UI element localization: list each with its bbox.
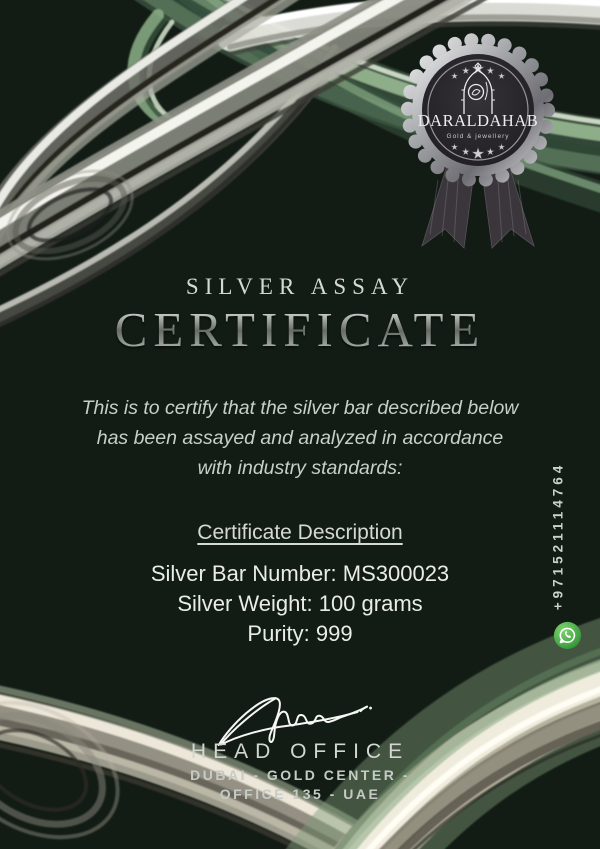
star-icon: ★	[450, 143, 459, 153]
head-office-title: HEAD OFFICE	[190, 740, 410, 763]
star-icon: ★	[497, 143, 506, 153]
whatsapp-icon	[553, 621, 582, 650]
description-item-bar-number: Silver Bar Number: MS300023	[150, 561, 450, 586]
phone-number-vertical	[543, 452, 573, 620]
star-icon: ★	[470, 59, 486, 78]
description-item-purity: Purity: 999	[247, 621, 353, 646]
statement-line: with industry standards:	[197, 457, 403, 479]
star-icon: ★	[470, 144, 486, 163]
certificate-eyebrow: SILVER ASSAY	[185, 274, 415, 299]
statement-line: has been assayed and analyzed in accordance	[96, 427, 504, 449]
address-line-1: DUBAI - GOLD CENTER -	[190, 767, 410, 783]
badge-brand: DARALDAHAB	[417, 111, 539, 130]
signature	[203, 680, 383, 746]
description-list	[0, 559, 600, 649]
address-line-2: OFFICE 135 - UAE	[219, 786, 381, 802]
certify-statement	[0, 393, 600, 483]
star-icon: ★	[461, 147, 471, 158]
description-item-weight: Silver Weight: 100 grams	[177, 591, 423, 616]
badge-medal	[388, 22, 568, 257]
badge-tagline: Gold & jewellery	[446, 133, 510, 140]
certificate-title: CERTIFICATE	[0, 301, 600, 358]
statement-line: This is to certify that the silver bar described below	[81, 397, 519, 419]
star-icon: ★	[497, 72, 506, 82]
star-icon: ★	[461, 66, 471, 77]
star-icon: ★	[450, 72, 459, 82]
phone-number: +971521114764	[550, 461, 566, 611]
star-icon: ★	[485, 66, 495, 77]
description-heading: Certificate Description	[197, 521, 403, 544]
star-icon: ★	[485, 147, 495, 158]
